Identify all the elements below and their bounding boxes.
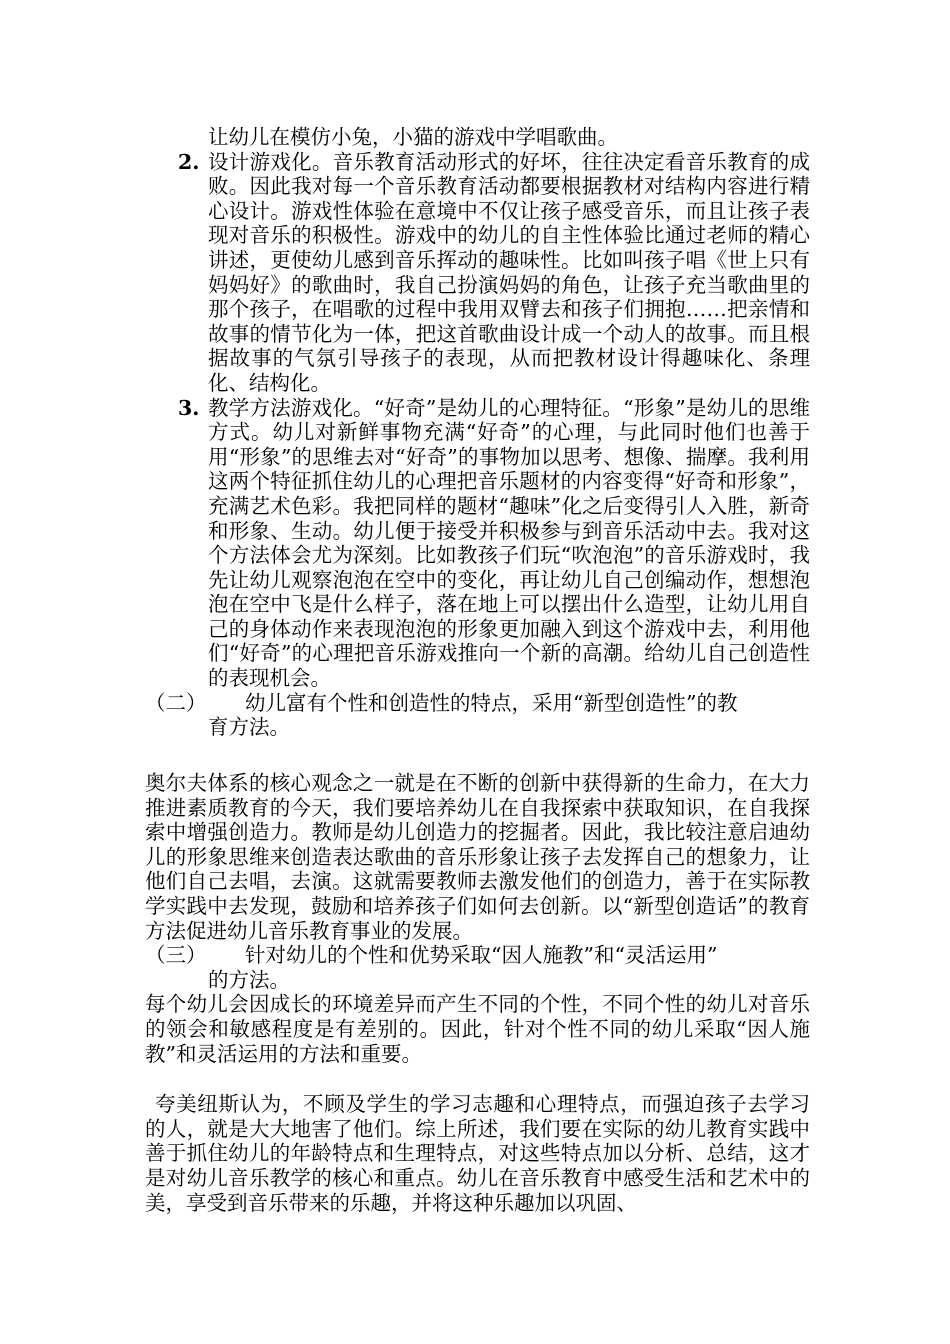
list-item-text: 设计游戏化。音乐教育活动形式的好坏，往往决定看音乐教育的成败。因此我对每一个音乐教育活动都要根据教材对结构内容进行精心设计。游戏性体验在意境中不仅让孩子感受音乐，而且让孩子表现对音乐的积极性。游戏中的幼儿的自主性体验比通过老师的精心讲述，更使幼儿感到音乐挥动的趣味性。比如叫孩子唱《世上只有妈妈好》的歌曲时，我自己扮演妈妈的角色，让孩子充当歌曲里的那个孩子，在唱歌的过程中我用双臂去和孩子们拥抱……把亲情和故事的情节化为一体，把这首歌曲设计成一个动人的故事。而且根据故事的气氛引导孩子的表现，从而把教材设计得趣味化、条理化、结构化。 — [208, 149, 810, 395]
list-item-number: 3. — [178, 395, 200, 420]
list-item — [145, 396, 810, 691]
body-text-upper — [145, 125, 810, 740]
section-body: 每个幼儿会因成长的环境差异而产生不同的个性，不同个性的幼儿对音乐的领会和敏感程度是有差别的。因此，针对个性不同的幼儿采取“因人施教”和灵活运用的方法和重要。 — [145, 992, 810, 1066]
section-heading-cont: 的方法。 — [208, 967, 290, 992]
list-item-number: 2. — [178, 149, 200, 174]
continuation-paragraph: 让幼儿在模仿小兔，小猫的游戏中学唱歌曲。 — [208, 125, 618, 149]
list-item-text: 教学方法游戏化。“好奇”是幼儿的心理特征。“形象”是幼儿的思维方式。幼儿对新鲜事物充满“好奇”的心理，与此同时他们也善于用“形象”的思维去对“好奇”的事物加以思考、想像、揣摩。我利用这两个特征抓住幼儿的心理把音乐题材的内容变得“好奇和形象”，充满艺术色彩。我把同样的题材“趣味”化之后变得引人入胜，新奇和形象、生动。幼儿便于接受并积极参与到音乐活动中去。我对这个方法体会尤为深刻。比如教孩子们玩“吹泡泡”的音乐游戏时，我先让幼儿观察泡泡在空中的变化，再让幼儿自己创编动作，想想泡泡在空中飞是什么样子，落在地上可以摆出什么造型，让幼儿用自己的身体动作来表现泡泡的形象更加融入到这个游戏中去，利用他们“好奇”的心理把音乐游戏推向一个新的高潮。给幼儿自己创造性的表现机会。 — [208, 395, 810, 691]
section-label: （三） — [145, 943, 207, 968]
section-heading-cont: 育方法。 — [208, 715, 290, 740]
section-body: 奥尔夫体系的核心观念之一就是在不断的创新中获得新的生命力，在大力推进素质教育的今天，我们要培养幼儿在自我探索中获取知识，在自我探索中增强创造力。教师是幼儿创造力的挖掘者。因此，我比较注意启迪幼儿的形象思维来创造表达歌曲的音乐形象让孩子去发挥自己的想象力，让他们自己去唱，去演。这就需要教师去激发他们的创造力，善于在实际教学实践中去发现，鼓励和培养孩子们如何去创新。以“新型创造话”的教育方法促进幼儿音乐教育事业的发展。 — [145, 771, 810, 943]
conclusion-paragraph: 夸美纽斯认为，不顾及学生的学习志趣和心理特点，而强迫孩子去学习的人，就是大大地害了他们。综上所述，我们要在实际的幼儿教育实践中善于抓住幼儿的年龄特点和生理特点，对这些特点加以分析、总结，这才是对幼儿音乐教学的核心和重点。幼儿在音乐教育中感受生活和艺术中的美，享受到音乐带来的乐趣，并将这种乐趣加以巩固、 — [145, 1092, 810, 1215]
list-item — [145, 150, 810, 396]
section-heading — [145, 691, 810, 740]
body-text-lower — [145, 771, 810, 1215]
paragraph-gap — [145, 1066, 810, 1092]
section-heading — [145, 943, 810, 992]
section-heading-text: 针对幼儿的个性和优势采取“因人施教”和“灵活运用” — [245, 943, 718, 968]
section-heading-text: 幼儿富有个性和创造性的特点，采用“新型创造性”的教 — [245, 690, 738, 715]
section-label: （二） — [145, 690, 207, 715]
